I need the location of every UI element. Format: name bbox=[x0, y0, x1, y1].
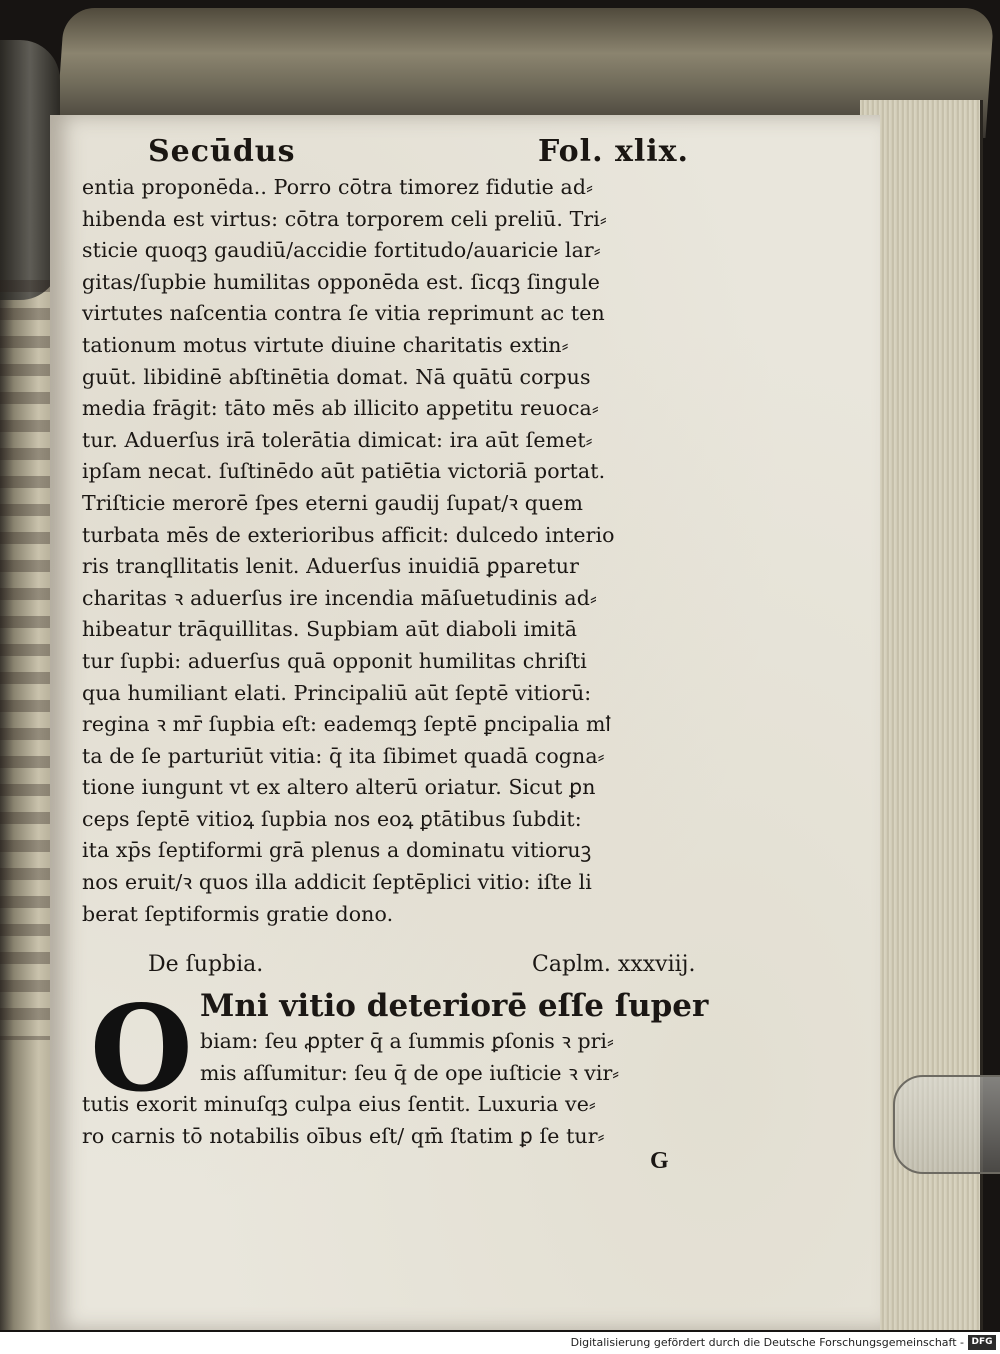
text-line: tationum motus virtute diuine charitatis extin⸗ bbox=[82, 332, 569, 357]
running-header bbox=[82, 128, 742, 172]
text-line: hibeatur trāquillitas. Supbiam aūt diaboli imitā bbox=[82, 617, 578, 642]
page-text bbox=[82, 128, 742, 1153]
text-line: ro carnis tō notabilis oībus eſt/ qm̄ ſtatim ꝑ ſe tur⸗ bbox=[82, 1124, 605, 1149]
dfg-logo-icon: DFG bbox=[968, 1335, 996, 1350]
text-line: gitas/ſupbie humilitas opponēda est. ſicqꝫ ſingule bbox=[82, 269, 600, 294]
text-line: entia proponēda.. Porro cōtra timorez fidutie ad⸗ bbox=[82, 175, 593, 199]
text-line: hibenda est virtus: cōtra torporem celi preliū. Tri⸗ bbox=[82, 206, 607, 231]
decorated-initial: O bbox=[90, 979, 193, 1119]
text-line: Triſticie merorē ſpes eterni gaudij ſupat/ꝛ quem bbox=[82, 490, 584, 515]
text-line: ris tranqllitatis lenit. Aduerſus inuidiā ꝑparetur bbox=[82, 554, 580, 579]
page-clip bbox=[893, 1075, 1000, 1174]
text-line: qua humiliant elati. Principaliū aūt ſeptē vitiorū: bbox=[82, 680, 592, 705]
text-line: ipſam necat. ſuſtinēdo aūt patiētia victoriā portat. bbox=[82, 459, 606, 484]
funding-credit: Digitalisierung gefördert durch die Deutsche Forschungsgemeinschaft - bbox=[570, 1336, 964, 1349]
text-line: berat ſeptiformis gratie dono. bbox=[82, 901, 394, 926]
chapter-title: De ſupbia. bbox=[148, 952, 264, 978]
body-lines bbox=[82, 172, 742, 930]
left-page-text-fragment bbox=[0, 280, 55, 1040]
text-line: virtutes naſcentia contra ſe vitia reprimunt ac ten bbox=[82, 301, 605, 326]
text-line: charitas ꝛ aduerſus ire incendia māſuetudinis ad⸗ bbox=[82, 585, 597, 610]
footer-bar bbox=[0, 1332, 1000, 1354]
text-line: guūt. libidinē abſtinētia domat. Nā quātū corpus bbox=[82, 364, 591, 389]
text-line: media frāgit: tāto mēs ab illicito appetitu reuoca⸗ bbox=[82, 396, 599, 421]
text-line: mis aſſumitur: ſeu q̄ de ope iuſticie ꝛ vir⸗ bbox=[200, 1060, 620, 1085]
text-line: tutis exorit minuſqꝫ culpa eius ſentit. Luxuria ve⸗ bbox=[82, 1092, 596, 1117]
chapter-body bbox=[82, 979, 742, 1152]
text-line: turbata mēs de exterioribus afficit: dulcedo interio bbox=[82, 522, 615, 547]
folio-number: Fol. xlix. bbox=[538, 134, 689, 169]
text-line: nos eruit/ꝛ quos illa addicit ſeptēplici vitio: iſte li bbox=[82, 870, 592, 895]
signature-mark: G bbox=[650, 1148, 669, 1174]
text-line: ceps ſeptē vitioꝝ ſupbia nos eoꝝ ꝑtātibus ſubdit: bbox=[82, 806, 582, 831]
text-line: ita xp̄s ſeptiformi grā plenus a dominatu vitioruꝫ bbox=[82, 838, 592, 863]
chapter-number: Caplm. xxxviij. bbox=[532, 952, 696, 978]
text-line: tur ſupbi: aduerſus quā opponit humilitas chriſti bbox=[82, 648, 587, 673]
running-title: Secūdus bbox=[148, 134, 296, 169]
chapter-first-line: Mni vitio deteriorē eſſe ſuper bbox=[200, 988, 709, 1025]
text-line: tione iungunt vt ex altero alterū oriatur. Sicut ꝑn bbox=[82, 775, 596, 800]
text-line: ta de ſe parturiūt vitia: q̄ ita ſibimet quadā cogna⸗ bbox=[82, 743, 605, 768]
text-line: tur. Aduerſus irā tolerātia dimicat: ira aūt ſemet⸗ bbox=[82, 427, 593, 452]
text-line: sticie quoqꝫ gaudiū/accidie fortitudo/auaricie lar⸗ bbox=[82, 238, 601, 263]
text-line: biam: ſeu ꝓpter q̄ a ſummis ꝑſonis ꝛ pri⸗ bbox=[200, 1029, 614, 1054]
text-line: regina ꝛ mr̄ ſupbia eſt: eademqꝫ ſeptē ꝑncipalia mꝉ bbox=[82, 712, 611, 737]
